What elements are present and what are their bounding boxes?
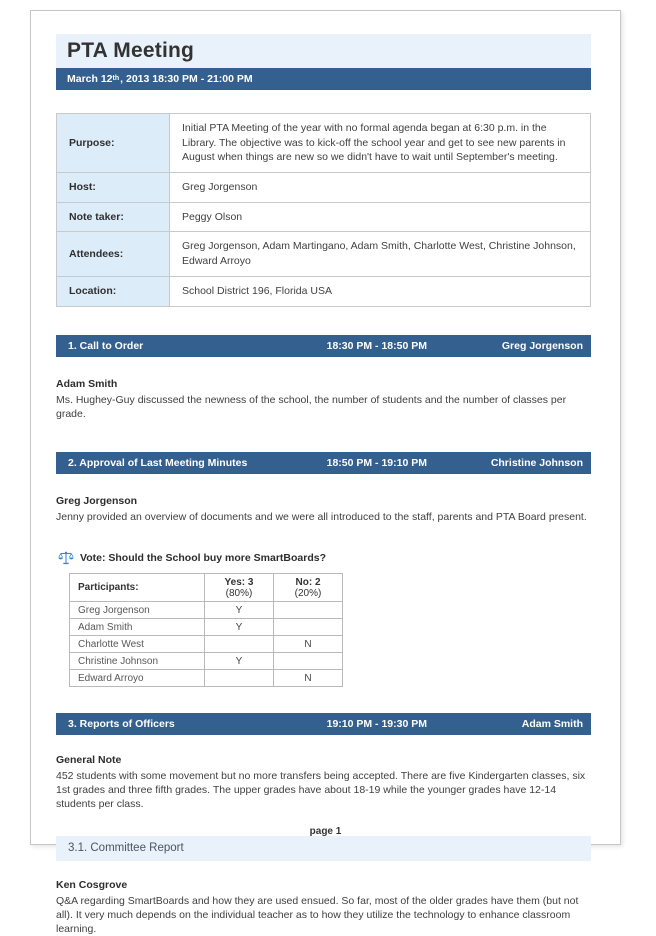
section-header-call-to-order xyxy=(56,335,591,357)
meeting-time-range: , 2013 18:30 PM - 21:00 PM xyxy=(120,73,253,85)
vote-header-row xyxy=(70,574,343,602)
vote-yes-cell: Y xyxy=(205,619,274,636)
speaker-name: General Note xyxy=(56,754,122,767)
info-value-attendees: Greg Jorgenson, Adam Martingano, Adam Smith, Charlotte West, Christine Johnson, Edward Arroyo xyxy=(170,232,591,276)
vote-no-cell xyxy=(274,619,343,636)
section-time: 18:30 PM - 18:50 PM xyxy=(326,339,427,352)
vote-no-cell xyxy=(274,602,343,619)
info-value-host: Greg Jorgenson xyxy=(170,173,591,203)
title-banner xyxy=(56,34,591,68)
meeting-info-table xyxy=(56,113,591,307)
speaker-name: Ken Cosgrove xyxy=(56,878,128,891)
subsection-title: 3.1. Committee Report xyxy=(68,842,184,855)
info-label-purpose: Purpose: xyxy=(57,114,170,173)
vote-row xyxy=(70,670,343,687)
vote-no-cell xyxy=(274,653,343,670)
section-time: 19:10 PM - 19:30 PM xyxy=(326,718,427,731)
participant-name: Adam Smith xyxy=(70,619,205,636)
info-value-purpose: Initial PTA Meeting of the year with no formal agenda began at 6:30 p.m. in the Library. The objective was to kick-off the school year and get to see new parents in August when things are new so we didn't have to wait until September's meeting. xyxy=(170,114,591,173)
vote-row xyxy=(70,636,343,653)
vote-yes-cell: Y xyxy=(205,653,274,670)
vote-question: Vote: Should the School buy more SmartBoards? xyxy=(80,552,326,565)
page-title: PTA Meeting xyxy=(67,39,195,62)
info-label-location: Location: xyxy=(57,276,170,306)
participant-name: Charlotte West xyxy=(70,636,205,653)
section-title: 2. Approval of Last Meeting Minutes xyxy=(68,456,248,469)
section-owner: Adam Smith xyxy=(521,718,583,731)
page-number: page 1 xyxy=(309,826,342,837)
section-title: 3. Reports of Officers xyxy=(68,718,175,731)
table-row xyxy=(57,173,591,203)
vote-yes-cell xyxy=(205,636,274,653)
vote-yes-cell xyxy=(205,670,274,687)
info-label-attendees: Attendees: xyxy=(57,232,170,276)
table-row xyxy=(57,114,591,173)
table-row xyxy=(57,202,591,232)
section-header-reports-of-officers xyxy=(56,713,591,735)
section-owner: Christine Johnson xyxy=(490,456,583,469)
document-page xyxy=(30,10,621,935)
vote-no-cell: N xyxy=(274,670,343,687)
vote-row xyxy=(70,653,343,670)
section-title: 1. Call to Order xyxy=(68,339,144,352)
info-value-location: School District 196, Florida USA xyxy=(170,276,591,306)
participant-name: Edward Arroyo xyxy=(70,670,205,687)
participant-name: Christine Johnson xyxy=(70,653,205,670)
vote-table xyxy=(69,573,343,687)
table-row xyxy=(57,276,591,306)
vote-col-yes: Yes: 3 (80%) xyxy=(205,574,274,602)
subsection-note: Q&A regarding SmartBoards and how they are used ensued. So far, most of the older grades have them (but not all). It very much depends on the individual teacher as to how they utilize the technology to enhance classroom learning. xyxy=(56,894,579,935)
vote-heading xyxy=(58,551,591,565)
section-note: Ms. Hughey-Guy discussed the newness of the school, the number of students and the number of classes per grade. xyxy=(56,393,567,420)
vote-row xyxy=(70,619,343,636)
meeting-date: March 12 xyxy=(67,73,113,85)
participant-name: Greg Jorgenson xyxy=(70,602,205,619)
meeting-datetime-bar: March 12 th , 2013 18:30 PM - 21:00 PM xyxy=(56,68,591,90)
subsection-header-committee-report xyxy=(56,836,591,861)
section-owner: Greg Jorgenson xyxy=(501,339,583,352)
scales-icon xyxy=(58,551,74,565)
section-time: 18:50 PM - 19:10 PM xyxy=(326,456,427,469)
vote-col-participants: Participants: xyxy=(70,574,205,602)
info-label-host: Host: xyxy=(57,173,170,203)
speaker-name: Greg Jorgenson xyxy=(56,494,138,507)
info-value-note-taker: Peggy Olson xyxy=(170,202,591,232)
section-note: Jenny provided an overview of documents and we were all introduced to the staff, parents and PTA Board present. xyxy=(56,510,587,523)
section-note: 452 students with some movement but no more transfers being accepted. There are five Kindergarten classes, six 1st grades and three fifth grades. The upper grades have about 18-19 while the younger grades have 12-14 students per class. xyxy=(56,770,586,811)
vote-row xyxy=(70,602,343,619)
speaker-name: Adam Smith xyxy=(56,377,118,390)
table-row xyxy=(57,232,591,276)
vote-col-no: No: 2 (20%) xyxy=(274,574,343,602)
info-label-note-taker: Note taker: xyxy=(57,202,170,232)
vote-yes-cell: Y xyxy=(205,602,274,619)
page-content xyxy=(31,34,620,936)
section-header-approval-minutes xyxy=(56,452,591,474)
vote-no-cell: N xyxy=(274,636,343,653)
